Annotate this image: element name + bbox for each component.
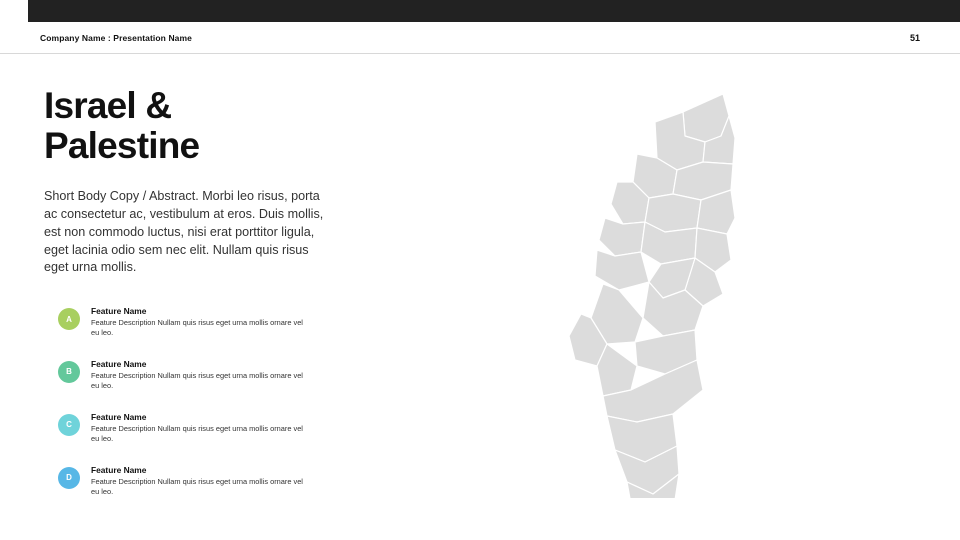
body-copy: Short Body Copy / Abstract. Morbi leo risus, porta ac consectetur ac, vestibulum at eros. Duis mollis, est non commodo luctus, nisi erat porttitor ligula, eget lacinia odio sem nec elit. Nullam quis risus eget urna mollis. xyxy=(44,188,324,275)
list-item[interactable] xyxy=(58,465,358,498)
feature-description: Feature Description Nullam quis risus eget urna mollis ornare vel eu leo. xyxy=(91,476,303,497)
feature-marker-c: C xyxy=(58,414,80,436)
list-item[interactable] xyxy=(58,412,358,445)
left-content xyxy=(44,86,374,277)
feature-name: Feature Name xyxy=(91,464,147,475)
feature-text xyxy=(91,465,306,498)
feature-name: Feature Name xyxy=(91,358,147,369)
page-number: 51 xyxy=(909,32,920,43)
israel-palestine-map-icon[interactable] xyxy=(545,78,905,498)
list-item[interactable] xyxy=(58,359,358,392)
map-container xyxy=(545,78,905,498)
list-item[interactable] xyxy=(58,306,358,339)
feature-description: Feature Description Nullam quis risus eget urna mollis ornare vel eu leo. xyxy=(91,370,303,391)
feature-description: Feature Description Nullam quis risus eget urna mollis ornare vel eu leo. xyxy=(91,423,303,444)
feature-name: Feature Name xyxy=(91,306,147,316)
feature-list xyxy=(58,306,358,498)
header-title: Company Name : Presentation Name xyxy=(40,32,192,43)
feature-text xyxy=(91,359,306,392)
feature-name: Feature Name xyxy=(91,411,147,422)
feature-marker-d: D xyxy=(58,467,80,489)
feature-marker-a: A xyxy=(58,308,80,330)
top-accent-bar xyxy=(28,0,960,22)
feature-description: Feature Description Nullam quis risus eget urna mollis ornare vel eu leo. xyxy=(91,317,303,338)
feature-marker-b: B xyxy=(58,361,80,383)
slide-header xyxy=(0,22,960,54)
feature-text xyxy=(91,412,306,445)
feature-text xyxy=(91,306,306,339)
page-title: Israel & Palestine xyxy=(44,85,200,166)
